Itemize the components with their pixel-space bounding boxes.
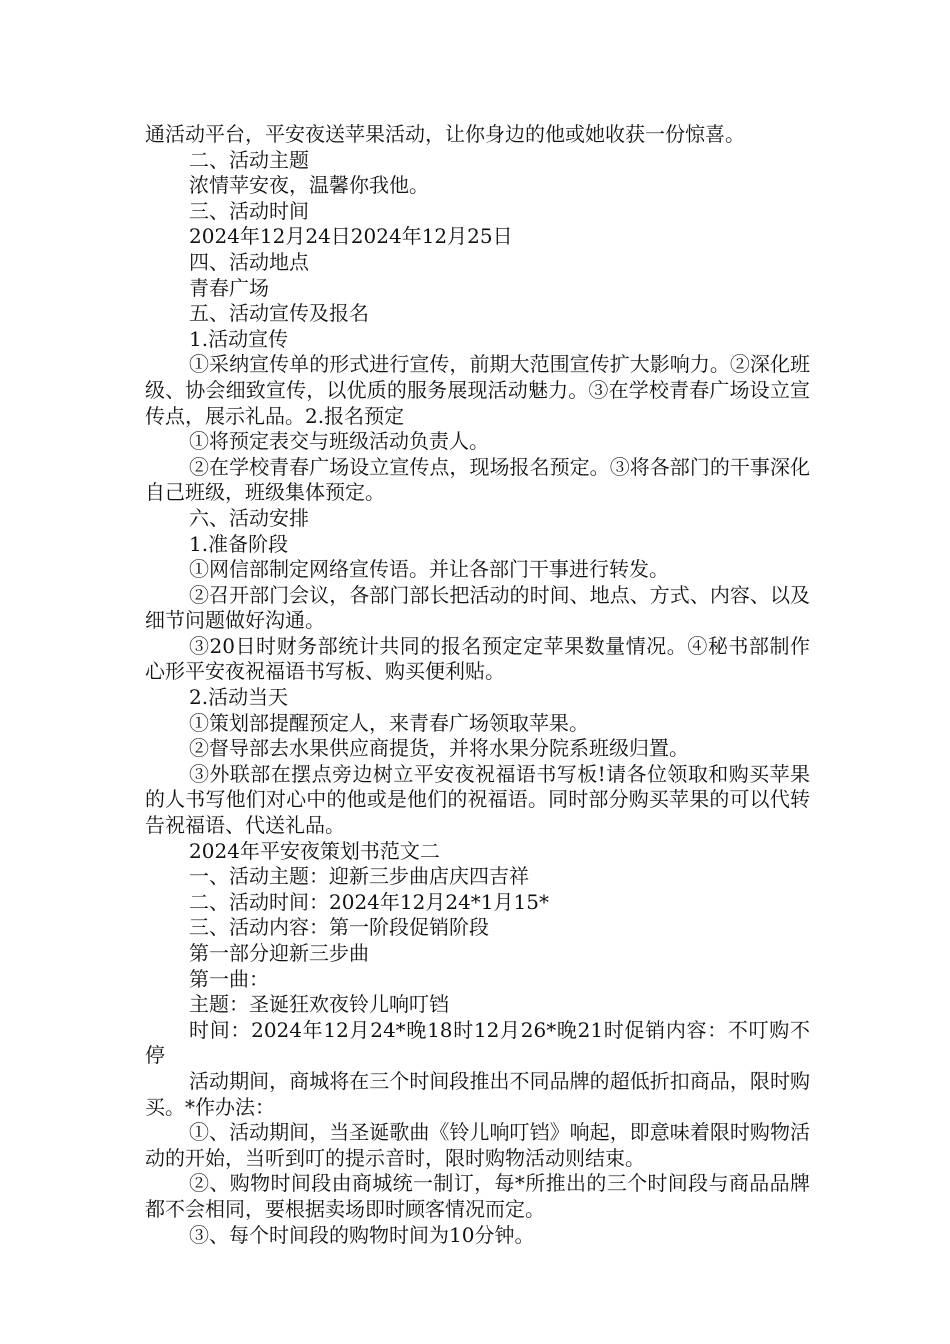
paragraph: ②督导部去水果供应商提货，并将水果分院系班级归置。 — [189, 736, 689, 761]
subsection-heading: 1.准备阶段 — [189, 531, 289, 556]
subsection-heading: 第一部分迎新三步曲 — [189, 941, 369, 965]
paragraph: ③20日时财务部统计共同的报名预定定苹果数量情况。④秘书部制作心形平安夜祝福语书写板、购买便利贴。 — [145, 633, 810, 684]
section-heading: 三、活动时间 — [189, 198, 309, 223]
paragraph: ②召开部门会议，各部门部长把活动的时间、地点、方式、内容、以及细节问题做好沟通。 — [145, 582, 810, 633]
paragraph: ①将预定表交与班级活动负责人。 — [189, 429, 489, 454]
subsection-heading: 1.活动宣传 — [189, 326, 289, 351]
document-subtitle: 2024年平安夜策划书范文二 — [189, 838, 440, 863]
section-heading: 四、活动地点 — [189, 249, 309, 274]
paragraph: ②在学校青春广场设立宣传点，现场报名预定。③将各部门的干事深化自己班级，班级集体预定。 — [145, 454, 810, 505]
paragraph: ③、每个时间段的购物时间为10分钟。 — [189, 1222, 535, 1247]
section-heading: 六、活动安排 — [189, 505, 309, 530]
paragraph: 2024年12月24日2024年12月25日 — [189, 224, 513, 249]
paragraph: 时间：2024年12月24*晚18时12月26*晚21时促销内容：不叮购不停 — [145, 1017, 810, 1068]
paragraph: ①、活动期间，当圣诞歌曲《铃儿响叮铛》响起，即意味着限时购物活动的开始，当听到叮的提示音时，限时购物活动则结束。 — [145, 1120, 810, 1170]
paragraph: 活动期间，商城将在三个时间段推出不同品牌的超低折扣商品，限时购买。*作办法： — [145, 1068, 810, 1119]
paragraph: ①网信部制定网络宣传语。并让各部门干事进行转发。 — [189, 557, 669, 582]
paragraph: 浓情苹安夜，温馨你我他。 — [189, 173, 429, 198]
paragraph: 通活动平台，平安夜送苹果活动，让你身边的他或她收获一份惊喜。 — [145, 122, 745, 146]
paragraph: 青春广场 — [189, 275, 269, 300]
section-heading: 五、活动宣传及报名 — [189, 301, 369, 326]
paragraph: ①策划部提醒预定人，来青春广场领取苹果。 — [189, 710, 589, 735]
paragraph: ①采纳宣传单的形式进行宣传，前期大范围宣传扩大影响力。②深化班级、协会细致宣传，以优质的服务展现活动魅力。③在学校青春广场设立宣传点，展示礼品。2.报名预定 — [145, 352, 810, 428]
paragraph: 主题：圣诞狂欢夜铃儿响叮铛 — [189, 992, 449, 1017]
document-page — [145, 122, 810, 1248]
section-heading: 三、活动内容：第一阶段促销阶段 — [189, 915, 489, 940]
paragraph: ③外联部在摆点旁边树立平安夜祝福语书写板!请各位领取和购买苹果的人书写他们对心中的他或是他们的祝福语。同时部分购买苹果的可以代转告祝福语、代送礼品。 — [145, 761, 810, 838]
section-heading: 二、活动时间：2024年12月24*1月15* — [189, 889, 549, 914]
paragraph: ②、购物时间段由商城统一制订，每*所推出的三个时间段与商品品牌都不会相同，要根据卖场即时顾客情况而定。 — [145, 1171, 810, 1221]
section-heading: 二、活动主题 — [189, 147, 309, 172]
paragraph: 第一曲： — [189, 966, 269, 991]
section-heading: 一、活动主题：迎新三步曲店庆四吉祥 — [189, 864, 529, 889]
subsection-heading: 2.活动当天 — [189, 685, 289, 710]
